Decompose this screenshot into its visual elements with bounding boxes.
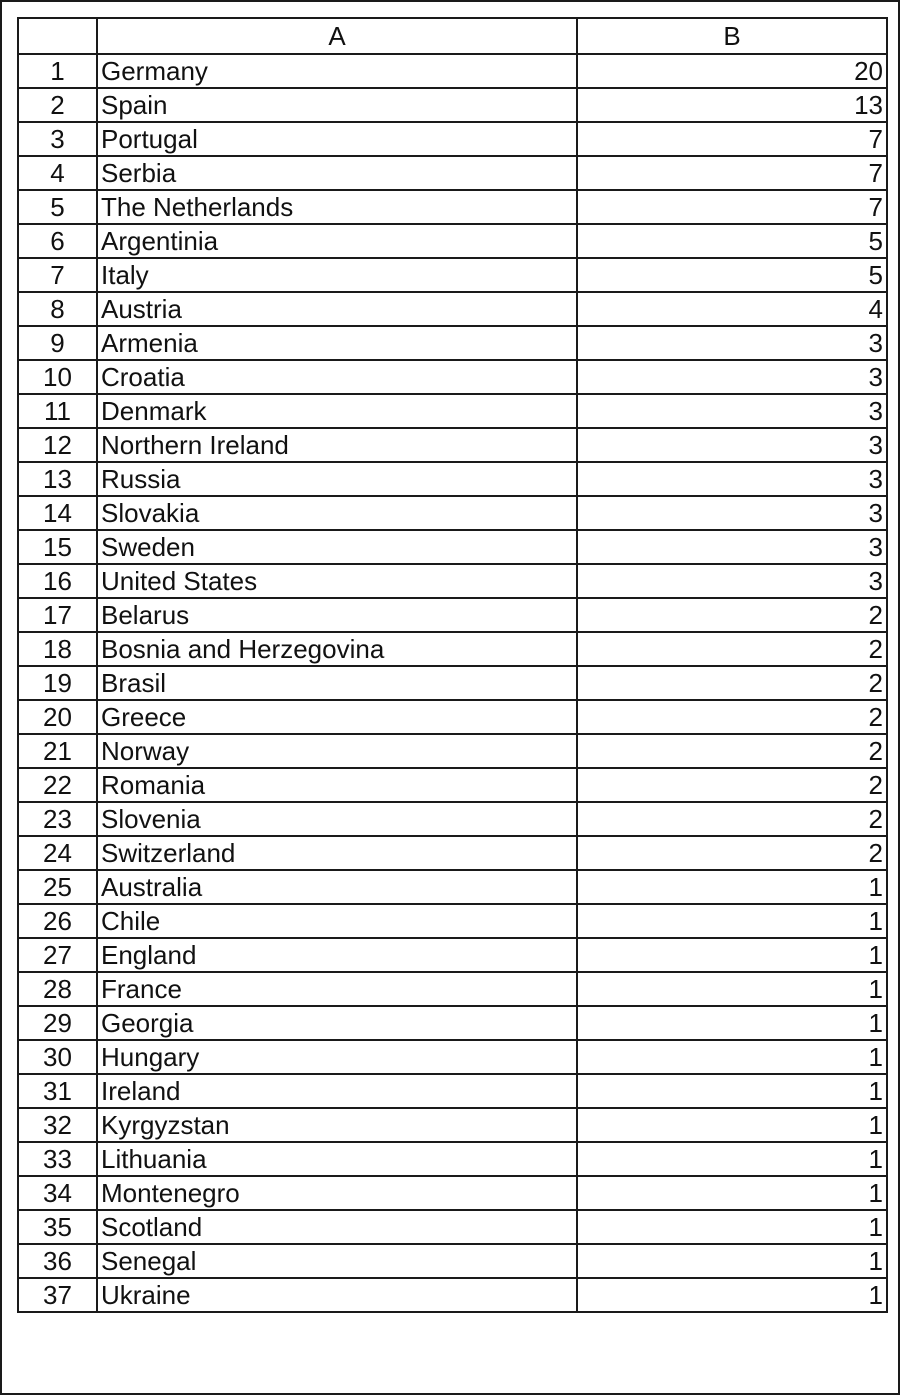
cell-country[interactable]: Georgia	[97, 1006, 577, 1040]
table-row	[18, 1142, 887, 1176]
row-header[interactable]: 37	[18, 1278, 97, 1312]
spreadsheet-grid	[17, 17, 888, 1313]
row-header[interactable]: 21	[18, 734, 97, 768]
row-header[interactable]: 23	[18, 802, 97, 836]
cell-count[interactable]: 3	[577, 360, 887, 394]
row-header[interactable]: 33	[18, 1142, 97, 1176]
row-header[interactable]: 18	[18, 632, 97, 666]
table-row	[18, 1176, 887, 1210]
table-row	[18, 326, 887, 360]
table-row	[18, 836, 887, 870]
cell-country[interactable]: Romania	[97, 768, 577, 802]
cell-country[interactable]: Ireland	[97, 1074, 577, 1108]
cell-count[interactable]: 7	[577, 122, 887, 156]
cell-country[interactable]: The Netherlands	[97, 190, 577, 224]
cell-country[interactable]: Sweden	[97, 530, 577, 564]
cell-count[interactable]: 7	[577, 156, 887, 190]
row-header[interactable]: 26	[18, 904, 97, 938]
row-header[interactable]: 4	[18, 156, 97, 190]
row-header[interactable]: 12	[18, 428, 97, 462]
row-header[interactable]: 34	[18, 1176, 97, 1210]
cell-country[interactable]: Denmark	[97, 394, 577, 428]
cell-country[interactable]: Northern Ireland	[97, 428, 577, 462]
cell-count[interactable]: 2	[577, 836, 887, 870]
cell-count[interactable]: 2	[577, 700, 887, 734]
cell-count[interactable]: 3	[577, 496, 887, 530]
row-header[interactable]: 27	[18, 938, 97, 972]
table-row	[18, 428, 887, 462]
row-header[interactable]: 11	[18, 394, 97, 428]
cell-country[interactable]: Italy	[97, 258, 577, 292]
cell-country[interactable]: Switzerland	[97, 836, 577, 870]
cell-count[interactable]: 1	[577, 938, 887, 972]
cell-count[interactable]: 1	[577, 1040, 887, 1074]
cell-count[interactable]: 3	[577, 530, 887, 564]
cell-country[interactable]: England	[97, 938, 577, 972]
row-header[interactable]: 9	[18, 326, 97, 360]
row-header[interactable]: 24	[18, 836, 97, 870]
table-row	[18, 292, 887, 326]
cell-count[interactable]: 2	[577, 666, 887, 700]
cell-count[interactable]: 1	[577, 1006, 887, 1040]
cell-count[interactable]: 2	[577, 734, 887, 768]
row-header[interactable]: 32	[18, 1108, 97, 1142]
table-row	[18, 1210, 887, 1244]
cell-country[interactable]: Bosnia and Herzegovina	[97, 632, 577, 666]
cell-country[interactable]: Scotland	[97, 1210, 577, 1244]
column-header-row	[18, 18, 887, 54]
table-row	[18, 462, 887, 496]
row-header[interactable]: 17	[18, 598, 97, 632]
cell-country[interactable]: Spain	[97, 88, 577, 122]
cell-count[interactable]: 1	[577, 972, 887, 1006]
cell-count[interactable]: 1	[577, 1108, 887, 1142]
row-header[interactable]: 14	[18, 496, 97, 530]
table-row	[18, 54, 887, 88]
column-header-b[interactable]: B	[577, 18, 887, 54]
cell-count[interactable]: 13	[577, 88, 887, 122]
cell-country[interactable]: Slovakia	[97, 496, 577, 530]
table-row	[18, 564, 887, 598]
cell-count[interactable]: 1	[577, 1278, 887, 1312]
table-row	[18, 496, 887, 530]
table-row	[18, 394, 887, 428]
row-header[interactable]: 1	[18, 54, 97, 88]
table-row	[18, 734, 887, 768]
cell-country[interactable]: United States	[97, 564, 577, 598]
row-header[interactable]: 31	[18, 1074, 97, 1108]
cell-count[interactable]: 1	[577, 1142, 887, 1176]
row-header[interactable]: 30	[18, 1040, 97, 1074]
cell-country[interactable]: Slovenia	[97, 802, 577, 836]
cell-count[interactable]: 4	[577, 292, 887, 326]
table-row	[18, 530, 887, 564]
cell-count[interactable]: 1	[577, 1210, 887, 1244]
cell-country[interactable]: Norway	[97, 734, 577, 768]
cell-count[interactable]: 2	[577, 802, 887, 836]
cell-country[interactable]: Greece	[97, 700, 577, 734]
table-row	[18, 1108, 887, 1142]
cell-count[interactable]: 3	[577, 564, 887, 598]
table-row	[18, 190, 887, 224]
table-row	[18, 768, 887, 802]
cell-country[interactable]: Argentinia	[97, 224, 577, 258]
sheet-body	[18, 54, 887, 1312]
row-header[interactable]: 36	[18, 1244, 97, 1278]
cell-count[interactable]: 1	[577, 904, 887, 938]
cell-count[interactable]: 1	[577, 870, 887, 904]
cell-count[interactable]: 2	[577, 598, 887, 632]
row-header[interactable]: 8	[18, 292, 97, 326]
cell-count[interactable]: 2	[577, 632, 887, 666]
table-row	[18, 598, 887, 632]
cell-count[interactable]: 3	[577, 428, 887, 462]
table-row	[18, 88, 887, 122]
corner-cell[interactable]	[18, 18, 97, 54]
table-row	[18, 156, 887, 190]
table-row	[18, 360, 887, 394]
row-header[interactable]: 22	[18, 768, 97, 802]
table-row	[18, 870, 887, 904]
table-row	[18, 904, 887, 938]
table-row	[18, 972, 887, 1006]
table-row	[18, 224, 887, 258]
cell-count[interactable]: 1	[577, 1244, 887, 1278]
cell-count[interactable]: 3	[577, 394, 887, 428]
cell-country[interactable]: Serbia	[97, 156, 577, 190]
row-header[interactable]: 19	[18, 666, 97, 700]
row-header[interactable]: 29	[18, 1006, 97, 1040]
cell-country[interactable]: Hungary	[97, 1040, 577, 1074]
cell-country[interactable]: Chile	[97, 904, 577, 938]
column-header-a[interactable]: A	[97, 18, 577, 54]
table-row	[18, 1006, 887, 1040]
cell-country[interactable]: Ukraine	[97, 1278, 577, 1312]
table-row	[18, 938, 887, 972]
cell-country[interactable]: Armenia	[97, 326, 577, 360]
row-header[interactable]: 13	[18, 462, 97, 496]
cell-country[interactable]: Brasil	[97, 666, 577, 700]
table-row	[18, 1244, 887, 1278]
cell-country[interactable]: France	[97, 972, 577, 1006]
cell-country[interactable]: Russia	[97, 462, 577, 496]
row-header[interactable]: 28	[18, 972, 97, 1006]
cell-count[interactable]: 3	[577, 462, 887, 496]
cell-count[interactable]: 1	[577, 1176, 887, 1210]
row-header[interactable]: 15	[18, 530, 97, 564]
cell-country[interactable]: Lithuania	[97, 1142, 577, 1176]
table-row	[18, 632, 887, 666]
cell-country[interactable]: Australia	[97, 870, 577, 904]
table-row	[18, 1278, 887, 1312]
row-header[interactable]: 5	[18, 190, 97, 224]
row-header[interactable]: 10	[18, 360, 97, 394]
cell-count[interactable]: 5	[577, 224, 887, 258]
cell-count[interactable]: 20	[577, 54, 887, 88]
table-row	[18, 666, 887, 700]
row-header[interactable]: 3	[18, 122, 97, 156]
row-header[interactable]: 16	[18, 564, 97, 598]
table-row	[18, 700, 887, 734]
row-header[interactable]: 2	[18, 88, 97, 122]
row-header[interactable]: 35	[18, 1210, 97, 1244]
cell-count[interactable]: 5	[577, 258, 887, 292]
cell-country[interactable]: Kyrgyzstan	[97, 1108, 577, 1142]
table-row	[18, 258, 887, 292]
cell-country[interactable]: Belarus	[97, 598, 577, 632]
row-header[interactable]: 20	[18, 700, 97, 734]
cell-country[interactable]: Portugal	[97, 122, 577, 156]
table-row	[18, 802, 887, 836]
row-header[interactable]: 25	[18, 870, 97, 904]
row-header[interactable]: 7	[18, 258, 97, 292]
cell-count[interactable]: 2	[577, 768, 887, 802]
cell-country[interactable]: Senegal	[97, 1244, 577, 1278]
cell-country[interactable]: Germany	[97, 54, 577, 88]
cell-country[interactable]: Montenegro	[97, 1176, 577, 1210]
table-row	[18, 1040, 887, 1074]
cell-count[interactable]: 1	[577, 1074, 887, 1108]
cell-count[interactable]: 7	[577, 190, 887, 224]
cell-count[interactable]: 3	[577, 326, 887, 360]
cell-country[interactable]: Austria	[97, 292, 577, 326]
table-row	[18, 1074, 887, 1108]
cell-country[interactable]: Croatia	[97, 360, 577, 394]
row-header[interactable]: 6	[18, 224, 97, 258]
table-row	[18, 122, 887, 156]
